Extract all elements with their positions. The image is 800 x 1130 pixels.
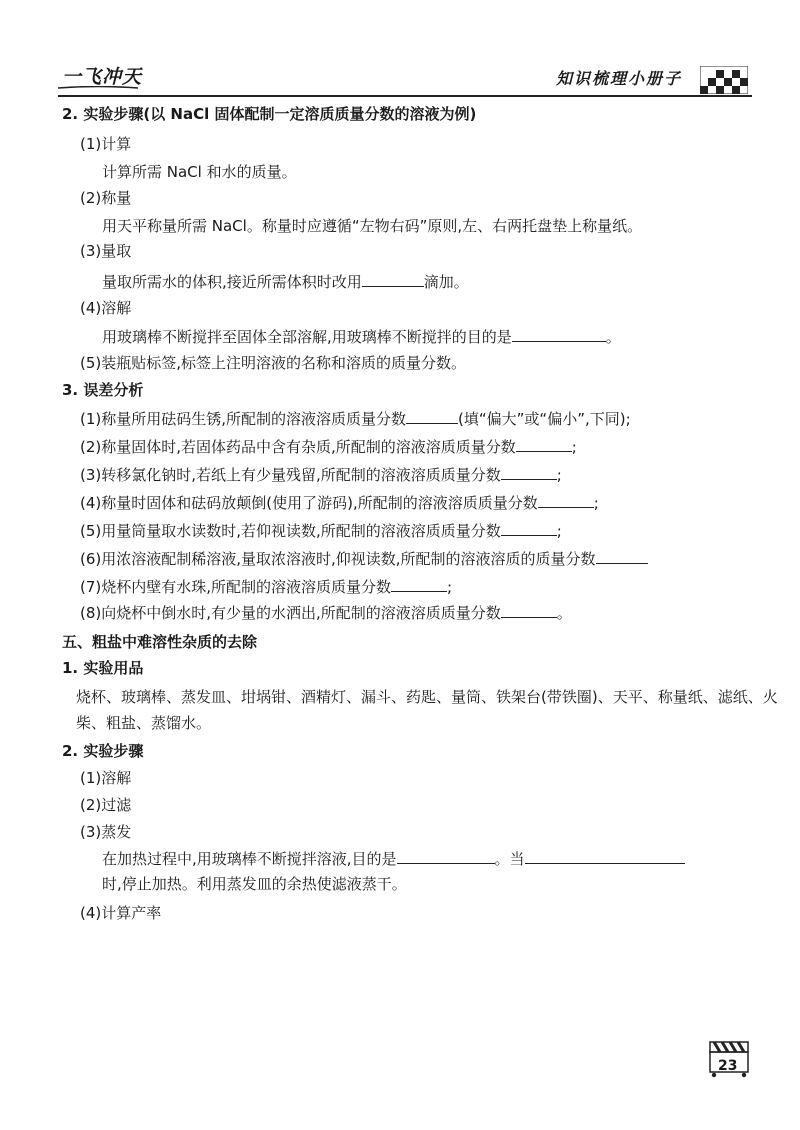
error-item-3-end: ; bbox=[556, 466, 562, 484]
salt-step-1: (1)溶解 bbox=[80, 769, 132, 787]
error-item-3-text: (3)转移氯化钠时,若纸上有少量残留,所配制的溶液溶质质量分数 bbox=[80, 466, 501, 484]
page-number: 23 bbox=[718, 1058, 738, 1074]
error-item-1 bbox=[80, 408, 631, 429]
step-2-title: (2)称量 bbox=[80, 189, 132, 207]
step-3-text-b: 滴加。 bbox=[423, 273, 469, 291]
error-item-5-text: (5)用量筒量取水读数时,若仰视读数,所配制的溶液溶质质量分数 bbox=[80, 522, 501, 540]
step-5-text: (5)装瓶贴标签,标签上注明溶液的名称和溶质的质量分数。 bbox=[80, 354, 467, 372]
salt-step-2: (2)过滤 bbox=[80, 796, 132, 814]
materials-line-2: 柴、粗盐、蒸馏水。 bbox=[76, 714, 212, 732]
answer-blank[interactable] bbox=[512, 326, 606, 342]
brand-swoosh-decoration bbox=[58, 86, 138, 90]
section-5-title: 五、粗盐中难溶性杂质的去除 bbox=[62, 633, 258, 651]
error-item-4-end: ; bbox=[593, 494, 599, 512]
error-item-8-text: (8)向烧杯中倒水时,有少量的水洒出,所配制的溶液溶质质量分数 bbox=[80, 604, 501, 622]
answer-blank[interactable] bbox=[362, 271, 424, 287]
salt-step-4: (4)计算产率 bbox=[80, 904, 162, 922]
step-4-text-a: 用玻璃棒不断搅拌至固体全部溶解,用玻璃棒不断搅拌的目的是 bbox=[102, 328, 512, 346]
step-1-title: (1)计算 bbox=[80, 135, 132, 153]
header-divider bbox=[58, 95, 752, 97]
error-item-4 bbox=[80, 492, 599, 513]
answer-blank[interactable] bbox=[391, 576, 447, 592]
answer-blank[interactable] bbox=[516, 436, 572, 452]
checker-decoration-icon bbox=[700, 66, 748, 94]
brand-logo: 一飞冲天 bbox=[62, 66, 143, 88]
section-5-sub-2: 2. 实验步骤 bbox=[62, 742, 144, 760]
error-item-1-hint: (填“偏大”或“偏小”,下同); bbox=[458, 410, 631, 428]
salt-step-3: (3)蒸发 bbox=[80, 823, 132, 841]
section-5-sub-1: 1. 实验用品 bbox=[62, 659, 144, 677]
step-4-text bbox=[102, 326, 621, 347]
answer-blank[interactable] bbox=[525, 848, 685, 864]
salt-step-3-text-c: 时,停止加热。利用蒸发皿的余热使滤液蒸干。 bbox=[102, 875, 407, 893]
error-item-4-text: (4)称量时固体和砝码放颠倒(使用了游码),所配制的溶液溶质质量分数 bbox=[80, 494, 538, 512]
error-item-5-end: ; bbox=[556, 522, 562, 540]
salt-step-3-text bbox=[102, 848, 685, 869]
answer-blank[interactable] bbox=[501, 520, 557, 536]
error-item-5 bbox=[80, 520, 562, 541]
error-item-2 bbox=[80, 436, 577, 457]
error-item-7 bbox=[80, 576, 452, 597]
error-item-6-text: (6)用浓溶液配制稀溶液,量取浓溶液时,仰视读数,所配制的溶液溶质的质量分数 bbox=[80, 550, 596, 568]
step-3-title: (3)量取 bbox=[80, 242, 132, 260]
answer-blank[interactable] bbox=[406, 408, 458, 424]
error-item-2-text: (2)称量固体时,若固体药品中含有杂质,所配制的溶液溶质质量分数 bbox=[80, 438, 516, 456]
answer-blank[interactable] bbox=[596, 548, 648, 564]
salt-step-3-text-b: 。当 bbox=[494, 850, 525, 868]
error-item-1-text: (1)称量所用砝码生锈,所配制的溶液溶质质量分数 bbox=[80, 410, 407, 428]
materials-line-1: 烧杯、玻璃棒、蒸发皿、坩埚钳、酒精灯、漏斗、药匙、量筒、铁架台(带铁圈)、天平、称量纸、滤纸、火 bbox=[76, 688, 778, 706]
error-item-3 bbox=[80, 464, 562, 485]
answer-blank[interactable] bbox=[501, 602, 557, 618]
step-1-text: 计算所需 NaCl 和水的质量。 bbox=[102, 163, 297, 181]
answer-blank[interactable] bbox=[501, 464, 557, 480]
booklet-title: 知识梳理小册子 bbox=[556, 69, 683, 88]
step-4-text-b: 。 bbox=[605, 328, 621, 346]
error-item-8 bbox=[80, 602, 572, 623]
answer-blank[interactable] bbox=[397, 848, 495, 864]
answer-blank[interactable] bbox=[538, 492, 594, 508]
error-item-8-end: 。 bbox=[556, 604, 572, 622]
section-2-title: 2. 实验步骤(以 NaCl 固体配制一定溶质质量分数的溶液为例) bbox=[62, 105, 477, 123]
error-item-7-text: (7)烧杯内壁有水珠,所配制的溶液溶质质量分数 bbox=[80, 578, 392, 596]
step-4-title: (4)溶解 bbox=[80, 299, 132, 317]
section-3-title: 3. 误差分析 bbox=[62, 381, 144, 399]
error-item-7-end: ; bbox=[447, 578, 453, 596]
step-2-text: 用天平称量所需 NaCl。称量时应遵循“左物右码”原则,左、右两托盘垫上称量纸。 bbox=[102, 217, 643, 235]
salt-step-3-text-a: 在加热过程中,用玻璃棒不断搅拌溶液,目的是 bbox=[102, 850, 397, 868]
error-item-6 bbox=[80, 548, 648, 569]
error-item-2-end: ; bbox=[571, 438, 577, 456]
step-3-text-a: 量取所需水的体积,接近所需体积时改用 bbox=[102, 273, 362, 291]
step-3-text bbox=[102, 271, 469, 292]
